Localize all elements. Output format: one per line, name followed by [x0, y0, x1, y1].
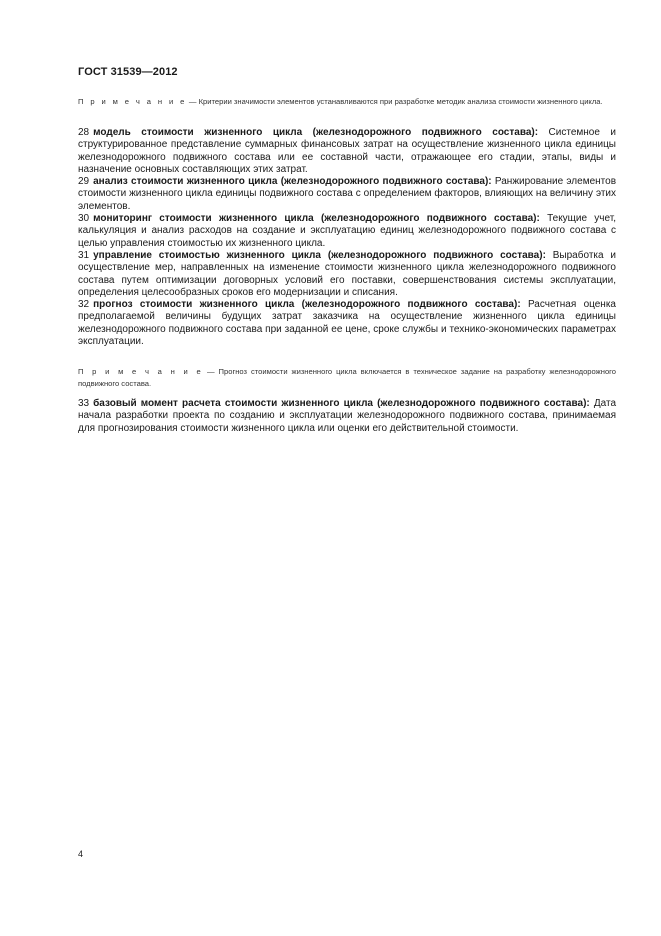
term-heading: управление стоимостью жизненного цикла (железнодорожного подвижного состава):: [93, 249, 546, 261]
page-number: 4: [78, 849, 84, 859]
standard-designation: ГОСТ 31539—2012: [78, 66, 178, 78]
term-entry-33-block: [78, 398, 616, 435]
term-definition: Ранжирование элементов стоимости жизненного цикла единицы подвижного состава с определением факторов, влияющих на величину этих элементов.: [78, 176, 617, 212]
note-text: — Критерии значимости элементов устанавливаются при разработке методик анализа стоимости жизненного цикла.: [186, 97, 603, 106]
term-entry-28: [78, 127, 616, 176]
term-entry-29: [78, 176, 616, 213]
term-definition: Выработка и осуществление мер, направленных на изменение стоимости жизненного цикла железнодорожного подвижного состава путем оптимизации договорных условий его поставки, совершенствования системы эксплуатации, определения целесообразных сроков его модернизации и списания.: [78, 249, 616, 298]
term-heading: анализ стоимости жизненного цикла (железнодорожного подвижного состава):: [93, 176, 492, 188]
term-entry-32: [78, 299, 616, 348]
term-heading: базовый момент расчета стоимости жизненного цикла (железнодорожного подвижного состава):: [93, 398, 590, 409]
term-definition: Дата начала разработки проекта по созданию и эксплуатации железнодорожного подвижного состава, принимаемая для прогнозирования стоимости жизненного цикла или оценки его действительной стоимости.: [78, 398, 617, 434]
note-forecast: [78, 366, 616, 390]
term-number: 31: [78, 249, 90, 261]
terms-list: [78, 127, 616, 348]
term-definition: Системное и структурированное представление суммарных финансовых затрат на осуществление жизненного цикла единицы железнодорожного подвижного состава или ее составной части, отражающее его стадии, этапы, виды и назначение основных составляющих этих затрат.: [78, 127, 617, 175]
term-number: 29: [78, 176, 90, 188]
note-criteria: [78, 96, 616, 108]
term-definition: Текущие учет, калькуляция и анализ расходов на создание и эксплуатацию единиц железнодорожного подвижного состава с целью управления стоимостью их жизненного цикла.: [78, 213, 616, 249]
term-number: 32: [78, 299, 90, 311]
note-text: — Прогноз стоимости жизненного цикла включается в техническое задание на разработку железнодорожного подвижного состава.: [78, 367, 616, 388]
term-heading: мониторинг стоимости жизненного цикла (железнодорожного подвижного состава):: [93, 213, 540, 225]
term-entry-30: [78, 213, 616, 250]
term-heading: прогноз стоимости жизненного цикла (железнодорожного подвижного состава):: [93, 299, 521, 311]
note-label: П р и м е ч а н и е: [78, 367, 204, 376]
note-label: П р и м е ч а н и е: [78, 97, 187, 106]
term-definition: Расчетная оценка предполагаемой величины будущих затрат заказчика на осуществление жизненного цикла единицы железнодорожного подвижного состава при заданной ее цене, сроке службы и технико-экономических параметрах эксплуатации.: [78, 299, 616, 348]
term-number: 28: [78, 127, 90, 138]
term-entry-31: [78, 250, 616, 299]
term-number: 33: [78, 398, 90, 409]
term-number: 30: [78, 213, 90, 225]
term-entry-33: [78, 398, 616, 435]
term-heading: модель стоимости жизненного цикла (железнодорожного подвижного состава):: [93, 127, 539, 138]
